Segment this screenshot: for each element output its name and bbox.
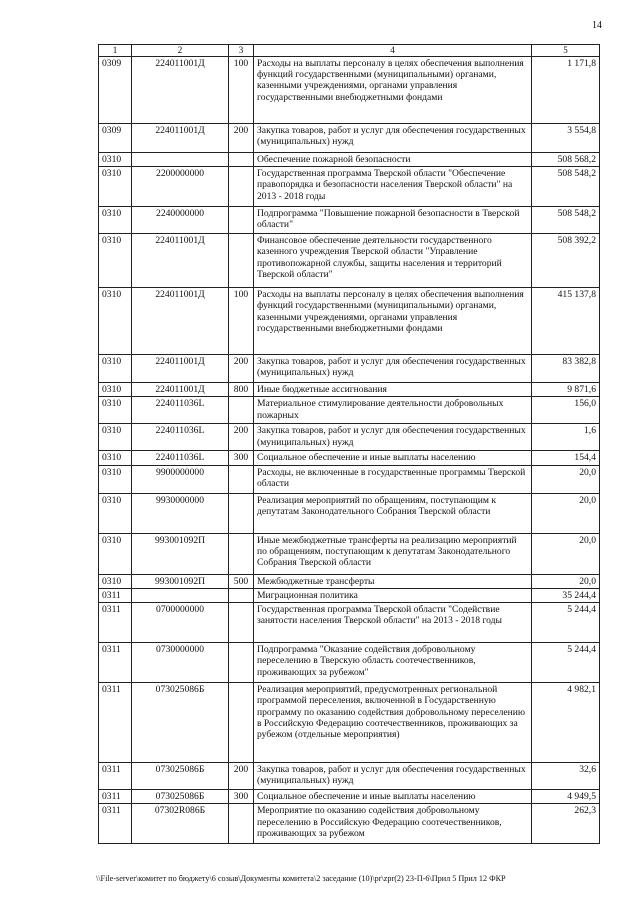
budget-table xyxy=(98,44,600,844)
item-name-cell: Подпрограмма "Повышение пожарной безопасности в Тверской области" xyxy=(254,206,532,233)
column-header: 4 xyxy=(254,45,532,57)
section-code-cell: 0310 xyxy=(99,397,132,424)
section-code-cell: 0309 xyxy=(99,56,132,123)
section-code-cell: 0311 xyxy=(99,790,132,804)
expense-type-cell xyxy=(229,643,254,683)
target-item-code-cell: 073025086Б xyxy=(132,683,229,763)
section-code-cell: 0311 xyxy=(99,763,132,790)
section-code-cell: 0311 xyxy=(99,588,132,602)
item-name-cell: Расходы на выплаты персоналу в целях обеспечения выполнения функций государственными (муниципальными) органами, казенными учреждениями, органами управления государственными внебюджетными фондами xyxy=(254,56,532,123)
table-row xyxy=(99,354,600,382)
table-row xyxy=(99,533,600,574)
table-row xyxy=(99,166,600,206)
table-row xyxy=(99,123,600,152)
item-name-cell: Миграционная политика xyxy=(254,588,532,602)
item-name-cell: Социальное обеспечение и иные выплаты населению xyxy=(254,451,532,465)
amount-cell: 20,0 xyxy=(532,533,600,574)
expense-type-cell xyxy=(229,233,254,287)
table-row xyxy=(99,382,600,396)
item-name-cell: Иные бюджетные ассигнования xyxy=(254,382,532,396)
expense-type-cell xyxy=(229,588,254,602)
expense-type-cell: 100 xyxy=(229,56,254,123)
section-code-cell: 0310 xyxy=(99,465,132,493)
table-row xyxy=(99,588,600,602)
expense-type-cell xyxy=(229,493,254,533)
section-code-cell: 0310 xyxy=(99,574,132,588)
amount-cell: 5 244,4 xyxy=(532,643,600,683)
section-code-cell: 0310 xyxy=(99,493,132,533)
section-code-cell: 0310 xyxy=(99,287,132,354)
table-row xyxy=(99,451,600,465)
amount-cell: 1 171,8 xyxy=(532,56,600,123)
target-item-code-cell: 224011036L xyxy=(132,397,229,424)
item-name-cell: Расходы, не включенные в государственные программы Тверской области xyxy=(254,465,532,493)
expense-type-cell: 100 xyxy=(229,287,254,354)
target-item-code-cell: 2200000000 xyxy=(132,166,229,206)
table-row xyxy=(99,790,600,804)
section-code-cell: 0310 xyxy=(99,152,132,166)
target-item-code-cell: 224011001Д xyxy=(132,287,229,354)
amount-cell: 1,6 xyxy=(532,424,600,451)
target-item-code-cell: 073025086Б xyxy=(132,790,229,804)
section-code-cell: 0310 xyxy=(99,382,132,396)
amount-cell: 83 382,8 xyxy=(532,354,600,382)
amount-cell: 32,6 xyxy=(532,763,600,790)
expense-type-cell: 300 xyxy=(229,451,254,465)
column-header: 3 xyxy=(229,45,254,57)
amount-cell: 508 568,2 xyxy=(532,152,600,166)
expense-type-cell: 200 xyxy=(229,424,254,451)
column-header: 1 xyxy=(99,45,132,57)
section-code-cell: 0309 xyxy=(99,123,132,152)
table-row xyxy=(99,493,600,533)
table-row xyxy=(99,152,600,166)
expense-type-cell xyxy=(229,152,254,166)
amount-cell: 154,4 xyxy=(532,451,600,465)
target-item-code-cell: 0730000000 xyxy=(132,643,229,683)
amount-cell: 415 137,8 xyxy=(532,287,600,354)
section-code-cell: 0311 xyxy=(99,603,132,643)
column-header: 2 xyxy=(132,45,229,57)
table-row xyxy=(99,683,600,763)
table-row xyxy=(99,56,600,123)
item-name-cell: Обеспечение пожарной безопасности xyxy=(254,152,532,166)
section-code-cell: 0310 xyxy=(99,424,132,451)
item-name-cell: Государственная программа Тверской области "Обеспечение правопорядка и безопасности населения Тверской области" на 2013 - 2018 годы xyxy=(254,166,532,206)
table-row xyxy=(99,465,600,493)
amount-cell: 508 548,2 xyxy=(532,206,600,233)
amount-cell: 5 244,4 xyxy=(532,603,600,643)
item-name-cell: Закупка товаров, работ и услуг для обеспечения государственных (муниципальных) нужд xyxy=(254,424,532,451)
table-row xyxy=(99,287,600,354)
expense-type-cell xyxy=(229,397,254,424)
expense-type-cell: 200 xyxy=(229,354,254,382)
expense-type-cell xyxy=(229,603,254,643)
table-row xyxy=(99,206,600,233)
file-path-footer: \\File-server\комитет по бюджету\6 созыв\Документы комитета\2 заседание (10)\pr\zpr(2) 23-П-6\Прил 5 Прил 12 ФКР xyxy=(96,874,506,883)
section-code-cell: 0311 xyxy=(99,804,132,844)
item-name-cell: Иные межбюджетные трансферты на реализацию мероприятий по обращениям, поступающим к депутатам Законодательного Собрания Тверской области xyxy=(254,533,532,574)
section-code-cell: 0311 xyxy=(99,643,132,683)
table-row xyxy=(99,603,600,643)
target-item-code-cell: 224011001Д xyxy=(132,123,229,152)
table-row xyxy=(99,424,600,451)
target-item-code-cell: 07302R086Б xyxy=(132,804,229,844)
amount-cell: 20,0 xyxy=(532,465,600,493)
expense-type-cell: 800 xyxy=(229,382,254,396)
section-code-cell: 0310 xyxy=(99,354,132,382)
target-item-code-cell: 9930000000 xyxy=(132,493,229,533)
expense-type-cell xyxy=(229,166,254,206)
expense-type-cell: 200 xyxy=(229,123,254,152)
section-code-cell: 0310 xyxy=(99,451,132,465)
item-name-cell: Финансовое обеспечение деятельности государственного казенного учреждения Тверской области "Управление противопожарной службы, защиты населения и территорий Тверской области" xyxy=(254,233,532,287)
table-row xyxy=(99,233,600,287)
item-name-cell: Подпрограмма "Оказание содействия добровольному переселению в Тверскую область соотечественников, проживающих за рубежом" xyxy=(254,643,532,683)
table-row xyxy=(99,574,600,588)
amount-cell: 508 548,2 xyxy=(532,166,600,206)
item-name-cell: Материальное стимулирование деятельности добровольных пожарных xyxy=(254,397,532,424)
target-item-code-cell: 224011001Д xyxy=(132,233,229,287)
table-header-row xyxy=(99,45,600,57)
amount-cell: 4 982,1 xyxy=(532,683,600,763)
target-item-code-cell: 224011036L xyxy=(132,451,229,465)
item-name-cell: Социальное обеспечение и иные выплаты населению xyxy=(254,790,532,804)
item-name-cell: Реализация мероприятий по обращениям, поступающим к депутатам Законодательного Собрания Тверской области xyxy=(254,493,532,533)
item-name-cell: Реализация мероприятий, предусмотренных региональной программой переселения, включенной в Государственную программу по оказанию содействия добровольному переселению в Российскую Федерацию соотечественников, проживающих за рубежом (отдельные мероприятия) xyxy=(254,683,532,763)
amount-cell: 4 949,5 xyxy=(532,790,600,804)
target-item-code-cell: 224011001Д xyxy=(132,382,229,396)
item-name-cell: Межбюджетные трансферты xyxy=(254,574,532,588)
target-item-code-cell xyxy=(132,588,229,602)
section-code-cell: 0310 xyxy=(99,233,132,287)
item-name-cell: Закупка товаров, работ и услуг для обеспечения государственных (муниципальных) нужд xyxy=(254,763,532,790)
target-item-code-cell: 0700000000 xyxy=(132,603,229,643)
expense-type-cell xyxy=(229,804,254,844)
target-item-code-cell: 993001092П xyxy=(132,533,229,574)
amount-cell: 20,0 xyxy=(532,493,600,533)
table-row xyxy=(99,804,600,844)
amount-cell: 9 871,6 xyxy=(532,382,600,396)
target-item-code-cell: 224011036L xyxy=(132,424,229,451)
target-item-code-cell: 2240000000 xyxy=(132,206,229,233)
table-row xyxy=(99,763,600,790)
expense-type-cell xyxy=(229,683,254,763)
page-number: 14 xyxy=(592,20,602,31)
amount-cell: 262,3 xyxy=(532,804,600,844)
item-name-cell: Мероприятие по оказанию содействия добровольному переселению в Российскую Федерацию соотечественников, проживающих за рубежом xyxy=(254,804,532,844)
table-row xyxy=(99,397,600,424)
item-name-cell: Закупка товаров, работ и услуг для обеспечения государственных (муниципальных) нужд xyxy=(254,354,532,382)
section-code-cell: 0310 xyxy=(99,206,132,233)
item-name-cell: Закупка товаров, работ и услуг для обеспечения государственных (муниципальных) нужд xyxy=(254,123,532,152)
section-code-cell: 0311 xyxy=(99,683,132,763)
target-item-code-cell: 9900000000 xyxy=(132,465,229,493)
target-item-code-cell xyxy=(132,152,229,166)
section-code-cell: 0310 xyxy=(99,533,132,574)
expense-type-cell: 200 xyxy=(229,763,254,790)
expense-type-cell xyxy=(229,465,254,493)
target-item-code-cell: 224011001Д xyxy=(132,354,229,382)
expense-type-cell xyxy=(229,533,254,574)
item-name-cell: Расходы на выплаты персоналу в целях обеспечения выполнения функций государственными (муниципальными) органами, казенными учреждениями, органами управления государственными внебюджетными фондами xyxy=(254,287,532,354)
expense-type-cell: 500 xyxy=(229,574,254,588)
amount-cell: 3 554,8 xyxy=(532,123,600,152)
section-code-cell: 0310 xyxy=(99,166,132,206)
item-name-cell: Государственная программа Тверской области "Содействие занятости населения Тверской области" на 2013 - 2018 годы xyxy=(254,603,532,643)
amount-cell: 35 244,4 xyxy=(532,588,600,602)
target-item-code-cell: 224011001Д xyxy=(132,56,229,123)
table-row xyxy=(99,643,600,683)
amount-cell: 508 392,2 xyxy=(532,233,600,287)
target-item-code-cell: 073025086Б xyxy=(132,763,229,790)
expense-type-cell: 300 xyxy=(229,790,254,804)
target-item-code-cell: 993001092П xyxy=(132,574,229,588)
amount-cell: 156,0 xyxy=(532,397,600,424)
expense-type-cell xyxy=(229,206,254,233)
column-header: 5 xyxy=(532,45,600,57)
amount-cell: 20,0 xyxy=(532,574,600,588)
